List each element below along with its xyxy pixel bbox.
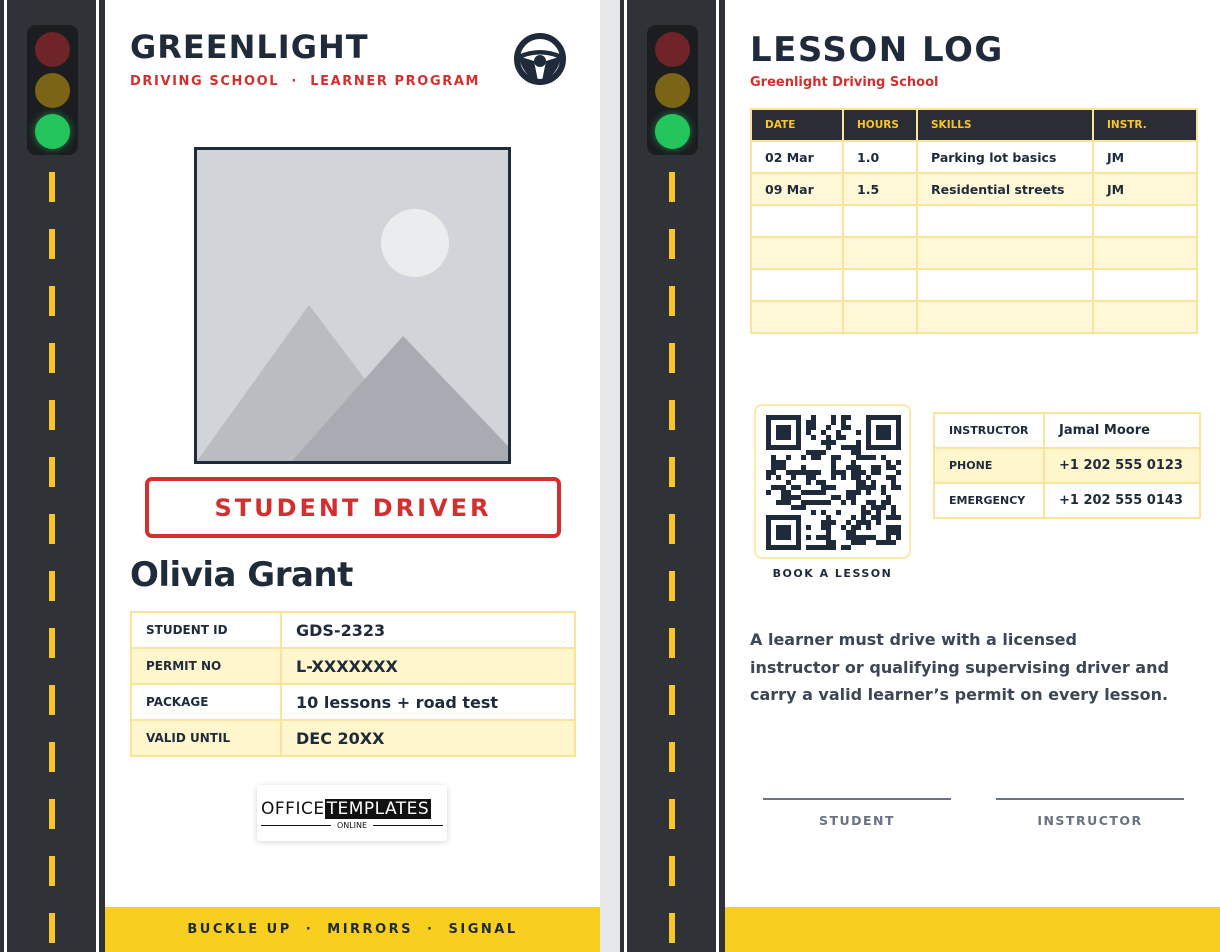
lane-dash <box>49 457 55 487</box>
traffic-light-icon <box>27 25 78 155</box>
detail-label: PACKAGE <box>131 684 281 720</box>
lane-dash <box>49 400 55 430</box>
road-edge-right <box>96 0 99 952</box>
table-row <box>751 269 1197 301</box>
detail-value: GDS-2323 <box>281 612 575 648</box>
table-cell <box>1093 237 1197 269</box>
safety-footer: BUCKLE UP · MIRRORS · SIGNAL <box>105 907 600 952</box>
qr-code[interactable] <box>766 415 901 550</box>
contact-value: +1 202 555 0143 <box>1044 483 1200 518</box>
student-signature-label: STUDENT <box>818 813 896 828</box>
lane-dash <box>669 571 675 601</box>
table-cell: JM <box>1093 173 1197 205</box>
table-cell: 02 Mar <box>751 141 843 173</box>
green-light <box>35 114 70 149</box>
learner-notice: A learner must drive with a licensed instructor or qualifying supervising driver and carry a valid learner’s permit on every lesson. <box>750 630 1169 704</box>
logo-part-templates: TEMPLATES <box>326 799 430 819</box>
school-title: GREENLIGHT <box>130 28 369 66</box>
red-light <box>655 32 690 67</box>
qr-code-frame <box>754 404 911 559</box>
road-edge-right <box>716 0 719 952</box>
table-row <box>751 205 1197 237</box>
table-cell <box>1093 205 1197 237</box>
table-cell <box>843 205 917 237</box>
table-cell: Residential streets <box>917 173 1093 205</box>
detail-value: L-XXXXXXX <box>281 648 575 684</box>
table-cell <box>917 237 1093 269</box>
instructor-signature-label: INSTRUCTOR <box>1037 813 1143 828</box>
instructor-signature-line[interactable] <box>996 798 1184 800</box>
table-row <box>934 448 1200 483</box>
lesson-log-title: LESSON LOG <box>750 30 1004 70</box>
student-name: Olivia Grant <box>130 555 353 595</box>
contact-label: EMERGENCY <box>934 483 1044 518</box>
steering-wheel-icon <box>512 31 568 87</box>
lane-dash <box>49 856 55 886</box>
logo-part-office: OFFICE <box>261 799 325 819</box>
contact-value: +1 202 555 0123 <box>1044 448 1200 483</box>
table-row <box>751 141 1197 173</box>
school-subtitle: DRIVING SCHOOL · LEARNER PROGRAM <box>130 74 481 89</box>
road-edge-left <box>4 0 7 952</box>
table-cell <box>917 301 1093 333</box>
road-edge-left <box>624 0 627 952</box>
id-card-front <box>0 0 600 952</box>
table-cell <box>917 205 1093 237</box>
table-cell: Parking lot basics <box>917 141 1093 173</box>
table-row <box>934 413 1200 448</box>
contact-label: INSTRUCTOR <box>934 413 1044 448</box>
image-placeholder-icon <box>197 150 508 461</box>
lane-dash <box>669 343 675 373</box>
contact-label: PHONE <box>934 448 1044 483</box>
lane-dash <box>669 685 675 715</box>
lane-dash <box>669 628 675 658</box>
lane-dash <box>49 172 55 202</box>
logo-part-online: ONLINE <box>336 821 368 830</box>
lane-dash <box>669 229 675 259</box>
photo-placeholder <box>194 147 511 464</box>
detail-value: 10 lessons + road test <box>281 684 575 720</box>
table-cell <box>843 301 917 333</box>
id-card-back <box>620 0 1220 952</box>
detail-label: VALID UNTIL <box>131 720 281 756</box>
traffic-light-icon <box>647 25 698 155</box>
office-templates-logo <box>257 785 447 841</box>
lane-dash <box>669 457 675 487</box>
road-strip <box>620 0 725 952</box>
student-signature-line[interactable] <box>763 798 951 800</box>
table-row <box>131 720 575 756</box>
detail-label: PERMIT NO <box>131 648 281 684</box>
detail-value: DEC 20XX <box>281 720 575 756</box>
contact-table <box>933 412 1201 519</box>
lane-dash <box>49 685 55 715</box>
column-header: DATE <box>751 109 843 141</box>
logo-online <box>261 821 443 830</box>
lane-dash <box>49 742 55 772</box>
logo-wordmark <box>261 799 431 819</box>
amber-light <box>35 73 70 108</box>
lane-dash <box>49 343 55 373</box>
table-cell <box>1093 269 1197 301</box>
lane-dash <box>669 172 675 202</box>
lane-dash <box>669 856 675 886</box>
lesson-log-table <box>750 108 1198 334</box>
lane-dash <box>49 799 55 829</box>
table-cell <box>751 269 843 301</box>
table-cell <box>917 269 1093 301</box>
amber-light <box>655 73 690 108</box>
table-header-row <box>751 109 1197 141</box>
student-details-table <box>130 611 576 757</box>
contact-value: Jamal Moore <box>1044 413 1200 448</box>
table-cell: 1.0 <box>843 141 917 173</box>
table-row <box>934 483 1200 518</box>
lane-dash <box>49 514 55 544</box>
red-light <box>35 32 70 67</box>
table-cell: 1.5 <box>843 173 917 205</box>
column-header: HOURS <box>843 109 917 141</box>
lane-dash <box>49 229 55 259</box>
table-row <box>751 173 1197 205</box>
column-header: INSTR. <box>1093 109 1197 141</box>
lesson-log-subtitle: Greenlight Driving School <box>750 75 939 90</box>
table-cell <box>751 237 843 269</box>
lane-dash <box>669 913 675 943</box>
lane-dash <box>49 628 55 658</box>
table-row <box>751 301 1197 333</box>
detail-label: STUDENT ID <box>131 612 281 648</box>
table-row <box>131 684 575 720</box>
lane-dash <box>669 286 675 316</box>
table-cell: JM <box>1093 141 1197 173</box>
table-row <box>751 237 1197 269</box>
table-cell <box>843 237 917 269</box>
student-driver-badge: STUDENT DRIVER <box>145 477 561 538</box>
table-row <box>131 648 575 684</box>
green-light <box>655 114 690 149</box>
column-header: SKILLS <box>917 109 1093 141</box>
table-cell <box>751 301 843 333</box>
lane-dash <box>669 514 675 544</box>
table-cell <box>843 269 917 301</box>
qr-label: BOOK A LESSON <box>772 567 893 580</box>
table-cell <box>1093 301 1197 333</box>
lane-dash <box>669 799 675 829</box>
road-strip <box>0 0 105 952</box>
lane-dash <box>669 400 675 430</box>
lane-dash <box>49 286 55 316</box>
table-cell: 09 Mar <box>751 173 843 205</box>
table-row <box>131 612 575 648</box>
back-footer-band <box>725 907 1220 952</box>
lane-dash <box>49 571 55 601</box>
lane-dash <box>49 913 55 943</box>
lane-dash <box>669 742 675 772</box>
table-cell <box>751 205 843 237</box>
